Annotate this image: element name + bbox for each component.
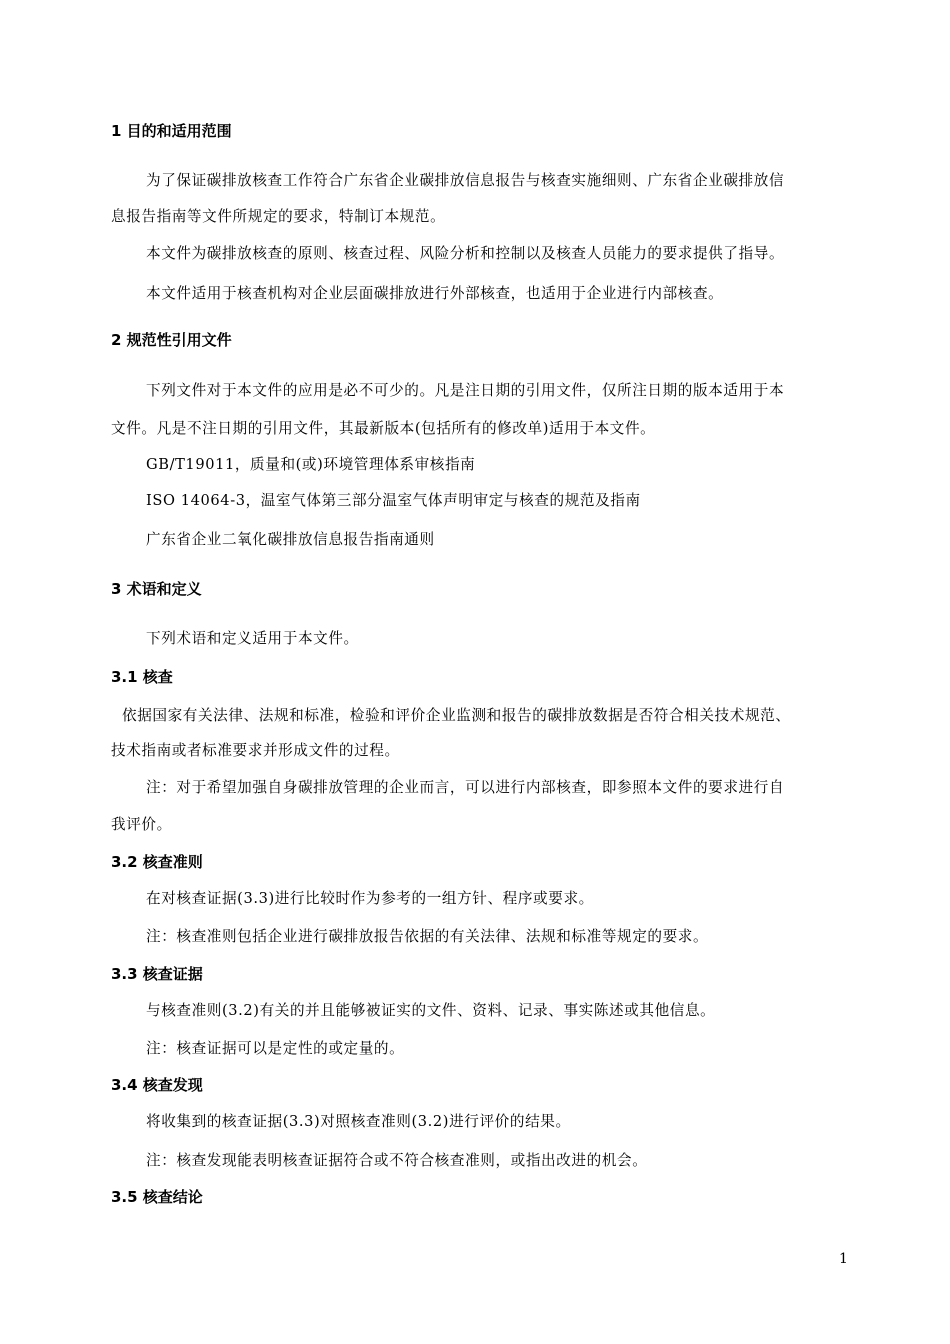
section-1-paragraph-2: 本文件为碳排放核查的原则、核查过程、风险分析和控制以及核查人员能力的要求提供了指导。 bbox=[146, 245, 785, 262]
term-3-3-note: 注：核查证据可以是定性的或定量的。 bbox=[146, 1040, 405, 1057]
section-3-heading: 3 术语和定义 bbox=[111, 580, 202, 598]
section-3-intro: 下列术语和定义适用于本文件。 bbox=[146, 630, 359, 647]
term-3-2-definition: 在对核查证据(3.3)进行比较时作为参考的一组方针、程序或要求。 bbox=[146, 890, 594, 907]
term-3-2-heading: 3.2 核查准则 bbox=[111, 853, 203, 871]
term-3-3-definition: 与核查准则(3.2)有关的并且能够被证实的文件、资料、记录、事实陈述或其他信息。 bbox=[146, 1002, 716, 1019]
section-2-paragraph-1-line-1: 下列文件对于本文件的应用是必不可少的。凡是注日期的引用文件，仅所注日期的版本适用于本 bbox=[146, 382, 785, 399]
term-3-1-note-line-2: 我评价。 bbox=[111, 816, 172, 833]
section-1-heading: 1 目的和适用范围 bbox=[111, 122, 232, 140]
term-3-5-heading: 3.5 核查结论 bbox=[111, 1188, 203, 1206]
normative-reference-2: ISO 14064-3，温室气体第三部分温室气体声明审定与核查的规范及指南 bbox=[146, 492, 641, 509]
term-3-1-heading: 3.1 核查 bbox=[111, 668, 173, 686]
term-3-4-heading: 3.4 核查发现 bbox=[111, 1076, 203, 1094]
section-1-paragraph-1-line-2: 息报告指南等文件所规定的要求，特制订本规范。 bbox=[111, 208, 446, 225]
term-3-1-definition-line-1: 依据国家有关法律、法规和标准，检验和评价企业监测和报告的碳排放数据是否符合相关技术规范、 bbox=[122, 707, 791, 724]
term-3-4-definition: 将收集到的核查证据(3.3)对照核查准则(3.2)进行评价的结果。 bbox=[146, 1113, 571, 1130]
section-1-paragraph-3: 本文件适用于核查机构对企业层面碳排放进行外部核查，也适用于企业进行内部核查。 bbox=[146, 285, 724, 302]
term-3-2-note: 注：核查准则包括企业进行碳排放报告依据的有关法律、法规和标准等规定的要求。 bbox=[146, 928, 709, 945]
term-3-4-note: 注：核查发现能表明核查证据符合或不符合核查准则，或指出改进的机会。 bbox=[146, 1152, 648, 1169]
normative-reference-1: GB/T19011，质量和(或)环境管理体系审核指南 bbox=[146, 456, 476, 473]
term-3-1-definition-line-2: 技术指南或者标准要求并形成文件的过程。 bbox=[111, 742, 400, 759]
term-3-1-note-line-1: 注：对于希望加强自身碳排放管理的企业而言，可以进行内部核查，即参照本文件的要求进行自 bbox=[146, 779, 785, 796]
normative-reference-3: 广东省企业二氧化碳排放信息报告指南通则 bbox=[146, 531, 435, 548]
section-2-heading: 2 规范性引用文件 bbox=[111, 331, 232, 349]
section-1-paragraph-1-line-1: 为了保证碳排放核查工作符合广东省企业碳排放信息报告与核查实施细则、广东省企业碳排放信 bbox=[146, 172, 785, 189]
section-2-paragraph-1-line-2: 文件。凡是不注日期的引用文件，其最新版本(包括所有的修改单)适用于本文件。 bbox=[111, 420, 656, 437]
page-number: 1 bbox=[839, 1251, 848, 1267]
term-3-3-heading: 3.3 核查证据 bbox=[111, 965, 203, 983]
